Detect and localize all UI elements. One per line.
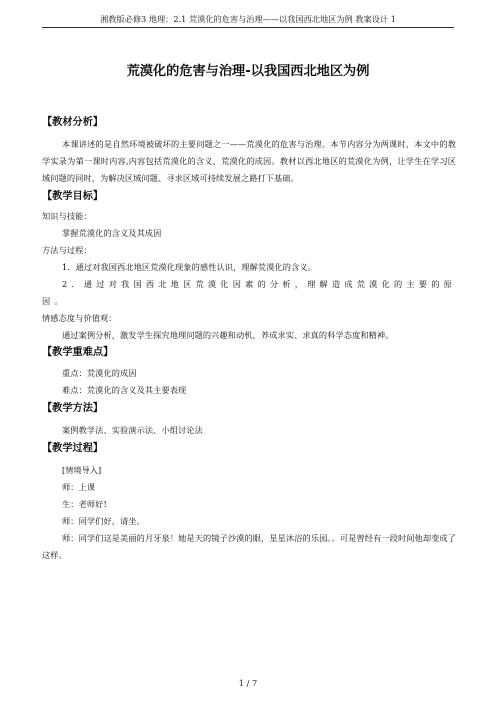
- section-heading-key-points: 【教学重难点】: [42, 347, 114, 358]
- running-header: 湘教版必修3 地理：2.1 荒漠化的危害与治理——以我国西北地区为例 教案设计 1: [100, 14, 396, 24]
- dialogue-line-1: 师：上课: [62, 482, 96, 492]
- document-body: [42, 116, 456, 564]
- header-rule: [42, 27, 454, 28]
- section-heading-goals: 【教学目标】: [42, 191, 104, 202]
- difficult-point: 难点：荒漠化的含义及其主要表现: [62, 385, 187, 395]
- knowledge-item: 掌握荒漠化的含义及其成因: [62, 228, 162, 238]
- knowledge-label: 知识与技能：: [42, 211, 92, 221]
- dialogue-line-2: 生：老师好!: [62, 499, 107, 509]
- analysis-paragraph: 本课讲述的是自然环境被破坏的主要问题之一——荒漠化的危害与治理。本节内容分为两课时，本文中的教学实录为第一课时内容,内容包括荒漠化的含义、荒漠化的成因。教材以西北地区的荒漠化为例，让学生在学习区域问题的同时，为解决区域问题、寻求区域可持续发展之路打下基础。: [42, 139, 456, 183]
- method-item-1: 1．通过对我国西北地区荒漠化现象的感性认识，理解荒漠化的含义。: [62, 262, 316, 272]
- page-title: 荒漠化的危害与治理-以我国西北地区为例: [126, 64, 370, 79]
- page-number: 1 / 7: [238, 678, 258, 688]
- dialogue-line-4: 师：同学们这是美丽的月牙泉！她是天的镜子沙漠的眼，星星沐浴的乐园。。可是曾经有一段时间他却变成了这样。: [42, 533, 456, 560]
- section-heading-methods: 【教学方法】: [42, 403, 104, 414]
- method-item-2: 2．通过对我国西北地区荒漠化因素的分析，理解造成荒漠化的主要的原因。: [42, 279, 456, 306]
- process-label: [情境导入]: [62, 465, 102, 475]
- key-point: 重点：荒漠化的成因: [62, 368, 137, 378]
- section-heading-analysis: 【教材分析】: [42, 117, 104, 128]
- dialogue-line-3: 师：同学们好，请坐。: [62, 516, 145, 526]
- methods-text: 案例教学法、实验演示法、小组讨论法: [62, 425, 203, 435]
- method-label: 方法与过程：: [42, 245, 92, 255]
- emotion-item: 通过案例分析，激发学生探究地理问题的兴趣和动机，养成求实、求真的科学态度和精神。: [62, 330, 394, 340]
- emotion-label: 情感态度与价值观：: [42, 313, 117, 323]
- section-heading-process: 【教学过程】: [42, 443, 104, 454]
